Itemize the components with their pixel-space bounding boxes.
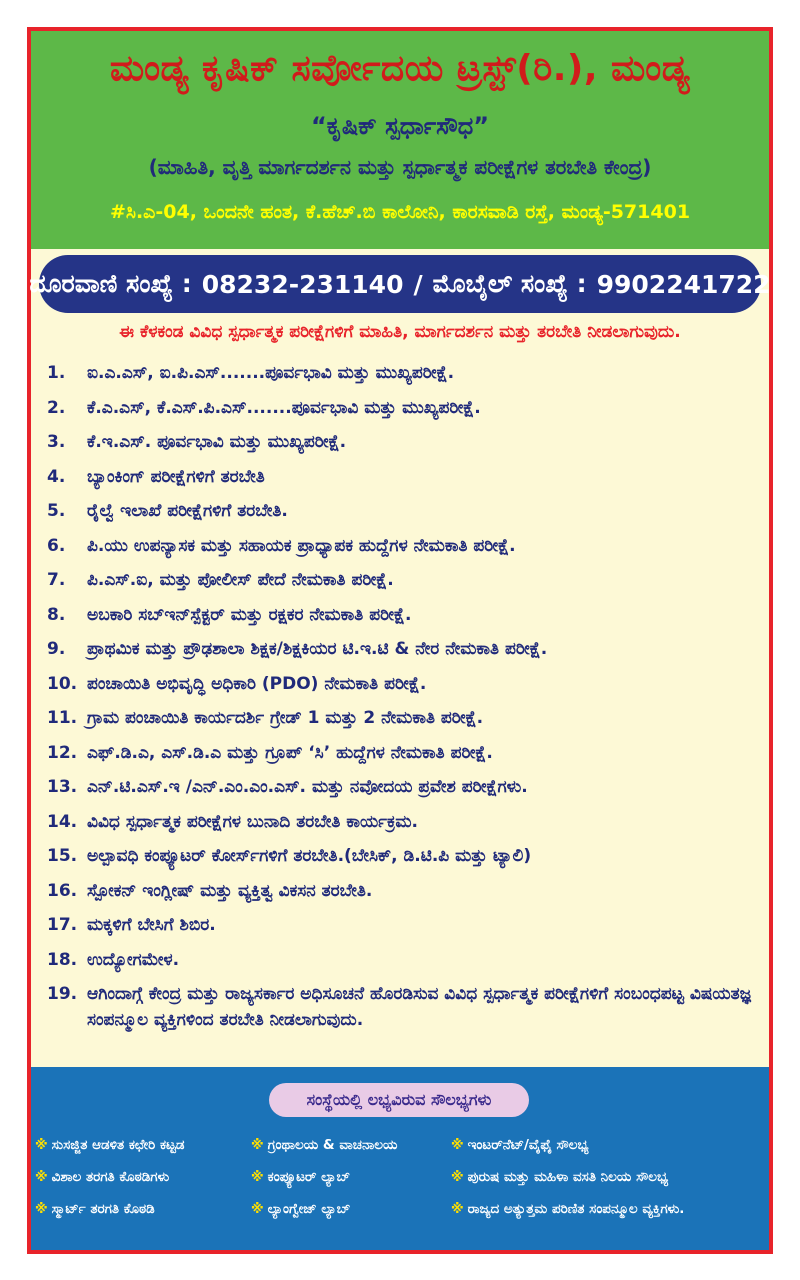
item-text: ಪ್ರಾಥಮಿಕ ಮತ್ತು ಪ್ರೌಢಶಾಲಾ ಶಿಕ್ಷಕ/ಶಿಕ್ಷಕಿಯರ ಟಿ.ಇ.ಟಿ & ನೇರ ನೇಮಕಾತಿ ಪರೀಕ್ಷೆ. [87, 639, 548, 659]
mobile-label: ಮೊಬೈಲ್ ಸಂಖ್ಯೆ : [432, 269, 587, 298]
facility-label: ಕಂಪ್ಯೂಟರ್ ಲ್ಯಾಬ್ [267, 1169, 351, 1185]
facility-label: ಸುಸಜ್ಜಿತ ಆಡಳಿತ ಕಛೇರಿ ಕಟ್ಟಡ [51, 1137, 185, 1153]
item-number: 10. [47, 673, 78, 694]
item-text: ಬ್ಯಾಂಕಿಂಗ್ ಪರೀಕ್ಷೆಗಳಿಗೆ ತರಬೇತಿ [87, 466, 265, 487]
header-banner [31, 31, 769, 249]
list-item [47, 879, 753, 914]
institution-subtitle: “ಕೃಷಿಕ್ ಸ್ಪರ್ಧಾಸೌಧ” [310, 112, 490, 140]
list-item [47, 534, 753, 569]
bullet-icon: ※ [251, 1201, 264, 1217]
facility-item [251, 1167, 451, 1187]
list-item [47, 741, 753, 776]
facility-item [451, 1135, 767, 1155]
facility-label: ಗ್ರಂಥಾಲಯ & ವಾಚನಾಲಯ [267, 1137, 398, 1153]
facility-item [451, 1167, 767, 1187]
item-number: 6. [47, 535, 66, 556]
bullet-icon: ※ [251, 1137, 264, 1153]
service-list [47, 361, 753, 1044]
bullet-icon: ※ [451, 1169, 464, 1185]
facility-label: ರಾಜ್ಯದ ಅತ್ಯುತ್ತಮ ಪರಿಣಿತ ಸಂಪನ್ಮೂಲ ವ್ಯಕ್ತಿಗಳು. [467, 1201, 685, 1217]
phone-number: 08232-231140 [201, 269, 404, 299]
list-item [47, 672, 753, 707]
item-number: 17. [47, 915, 78, 935]
facility-label: ಪುರುಷ ಮತ್ತು ಮಹಿಳಾ ವಸತಿ ನಿಲಯ ಸೌಲಭ್ಯ [467, 1169, 669, 1185]
item-text: ಕೆ.ಇ.ಎಸ್. ಪೂರ್ವಭಾವಿ ಮತ್ತು ಮುಖ್ಯಪರೀಕ್ಷೆ. [87, 432, 347, 452]
list-item [47, 637, 753, 672]
item-number: 16. [47, 880, 78, 901]
list-item [47, 430, 753, 465]
item-number: 9. [47, 639, 66, 659]
item-number: 12. [47, 742, 78, 763]
contact-separator: / [413, 269, 423, 299]
item-text: ಉದ್ಯೋಗಮೇಳ. [87, 949, 180, 970]
poster-frame [27, 27, 773, 1254]
facilities-heading: ಸಂಸ್ಥೆಯಲ್ಲಿ ಲಭ್ಯವಿರುವ ಸೌಲಭ್ಯಗಳು [269, 1083, 529, 1117]
item-number: 4. [47, 466, 66, 487]
list-item [47, 913, 753, 948]
facility-label: ಸ್ಮಾರ್ಟ್ ತರಗತಿ ಕೊಠಡಿ [51, 1201, 155, 1217]
facility-item [251, 1199, 451, 1219]
item-number: 1. [47, 363, 66, 383]
item-text: ಪಿ.ಎಸ್.ಐ, ಮತ್ತು ಪೋಲೀಸ್ ಪೇದೆ ನೇಮಕಾತಿ ಪರೀಕ್ಷೆ. [87, 570, 394, 590]
item-text: ಗ್ರಾಮ ಪಂಚಾಯಿತಿ ಕಾರ್ಯದರ್ಶಿ ಗ್ರೇಡ್ 1 ಮತ್ತು 2 ನೇಮಕಾತಿ ಪರೀಕ್ಷೆ. [87, 708, 484, 728]
item-number: 11. [47, 708, 78, 728]
bullet-icon: ※ [35, 1137, 48, 1153]
list-item [47, 706, 753, 741]
intro-text: ಈ ಕೆಳಕಂಡ ವಿವಿಧ ಸ್ಪರ್ಧಾತ್ಮಕ ಪರೀಕ್ಷೆಗಳಿಗೆ ಮಾಹಿತಿ, ಮಾರ್ಗದರ್ಶನ ಮತ್ತು ತರಬೇತಿ ನೀಡಲಾಗುವುದು. [119, 322, 681, 342]
list-item [47, 948, 753, 983]
item-number: 5. [47, 501, 66, 521]
facility-item [251, 1135, 451, 1155]
facility-label: ವಿಶಾಲ ತರಗತಿ ಕೊಠಡಿಗಳು [51, 1169, 170, 1185]
facilities-footer [31, 1067, 769, 1250]
item-text: ಆಗಿಂದಾಗ್ಗೆ ಕೇಂದ್ರ ಮತ್ತು ರಾಜ್ಯಸರ್ಕಾರ ಅಧಿಸೂಚನೆ ಹೊರಡಿಸುವ ವಿವಿಧ ಸ್ಪರ್ಧಾತ್ಮಕ ಪರೀಕ್ಷೆಗಳಿಗೆ ಸಂಬಂಧಪಟ್ಟ ವಿಷಯತಜ್ಞ ಸಂಪನ್ಮೂಲ ವ್ಯಕ್ತಿಗಳಿಂದ ತರಬೇತಿ ನೀಡಲಾಗುವುದು. [87, 984, 751, 1030]
item-number: 13. [47, 777, 78, 797]
facility-item [35, 1167, 251, 1187]
item-number: 14. [47, 811, 78, 832]
contact-bar [29, 255, 771, 313]
list-item [47, 499, 753, 534]
phone-label: ದೂರವಾಣಿ ಸಂಖ್ಯೆ : [29, 269, 192, 298]
item-number: 7. [47, 570, 66, 590]
bullet-icon: ※ [451, 1137, 464, 1153]
item-text: ವಿವಿಧ ಸ್ಪರ್ಧಾತ್ಮಕ ಪರೀಕ್ಷೆಗಳ ಬುನಾದಿ ತರಬೇತಿ ಕಾರ್ಯಕ್ರಮ. [87, 811, 418, 832]
item-text: ಕೆ.ಎ.ಎಸ್, ಕೆ.ಎಸ್.ಪಿ.ಎಸ್.......ಪೂರ್ವಭಾವಿ ಮತ್ತು ಮುಖ್ಯಪರೀಕ್ಷೆ. [87, 397, 481, 418]
item-text: ಎಫ್.ಡಿ.ಎ, ಎಸ್.ಡಿ.ಎ ಮತ್ತು ಗ್ರೂಪ್ ‘ಸಿ’ ಹುದ್ದೆಗಳ ನೇಮಕಾತಿ ಪರೀಕ್ಷೆ. [87, 742, 493, 763]
item-number: 3. [47, 432, 66, 452]
bullet-icon: ※ [35, 1169, 48, 1185]
facility-label: ಲ್ಯಾಂಗ್ವೇಜ್ ಲ್ಯಾಬ್ [267, 1201, 351, 1217]
item-text: ಪಂಚಾಯಿತಿ ಅಭಿವೃದ್ಧಿ ಅಧಿಕಾರಿ (PDO) ನೇಮಕಾತಿ ಪರೀಕ್ಷೆ. [87, 673, 427, 694]
item-text: ಅಬಕಾರಿ ಸಬ್‌ಇನ್‌ಸ್ಪೆಕ್ಟರ್ ಮತ್ತು ರಕ್ಷಕರ ನೇಮಕಾತಿ ಪರೀಕ್ಷೆ. [87, 604, 412, 625]
address-line: #ಸಿ.ಎ-04, ಒಂದನೇ ಹಂತ, ಕೆ.ಹೆಚ್.ಬಿ ಕಾಲೋನಿ, ಕಾರಸವಾಡಿ ರಸ್ತೆ, ಮಂಡ್ಯ-571401 [109, 201, 691, 223]
item-number: 8. [47, 604, 66, 625]
list-item [47, 603, 753, 638]
list-item [47, 982, 753, 1044]
list-item [47, 361, 753, 396]
item-number: 19. [47, 984, 78, 1004]
item-text: ಅಲ್ಪಾವಧಿ ಕಂಪ್ಯೂಟರ್ ಕೋರ್ಸ್‌ಗಳಿಗೆ ತರಬೇತಿ.(ಬೇಸಿಕ್, ಡಿ.ಟಿ.ಪಿ ಮತ್ತು ಟ್ಯಾಲಿ) [87, 846, 532, 866]
item-text: ಮಕ್ಕಳಿಗೆ ಬೇಸಿಗೆ ಶಿಬಿರ. [87, 915, 216, 935]
list-item [47, 465, 753, 500]
mobile-number: 9902241722 [596, 269, 771, 299]
facility-item [451, 1199, 767, 1219]
facility-item [35, 1135, 251, 1155]
item-number: 18. [47, 949, 78, 970]
bullet-icon: ※ [251, 1169, 264, 1185]
bullet-icon: ※ [35, 1201, 48, 1217]
organization-name: ಮಂಡ್ಯ ಕೃಷಿಕ್ ಸರ್ವೋದಯ ಟ್ರಸ್ಟ್(ರಿ.), ಮಂಡ್ಯ [109, 48, 691, 89]
item-text: ಐ.ಎ.ಎಸ್, ಐ.ಪಿ.ಎಸ್.......ಪೂರ್ವಭಾವಿ ಮತ್ತು ಮುಖ್ಯಪರೀಕ್ಷೆ. [87, 363, 455, 383]
facility-item [35, 1199, 251, 1219]
facilities-grid [35, 1135, 765, 1219]
item-number: 2. [47, 397, 66, 418]
item-number: 15. [47, 846, 78, 866]
list-item [47, 810, 753, 845]
facility-label: ಇಂಟರ್‌ನೆಟ್/ವೈಫೈ ಸೌಲಭ್ಯ [467, 1137, 589, 1153]
list-item [47, 775, 753, 810]
list-item [47, 844, 753, 879]
list-item [47, 568, 753, 603]
bullet-icon: ※ [451, 1201, 464, 1217]
item-text: ರೈಲ್ವೆ ಇಲಾಖೆ ಪರೀಕ್ಷೆಗಳಿಗೆ ತರಬೇತಿ. [87, 501, 288, 521]
institution-tagline: (ಮಾಹಿತಿ, ವೃತ್ತಿ ಮಾರ್ಗದರ್ಶನ ಮತ್ತು ಸ್ಪರ್ಧಾತ್ಮಕ ಪರೀಕ್ಷೆಗಳ ತರಬೇತಿ ಕೇಂದ್ರ) [148, 155, 652, 179]
item-text: ಸ್ಪೋಕನ್ ಇಂಗ್ಲೀಷ್ ಮತ್ತು ವ್ಯಕ್ತಿತ್ವ ವಿಕಸನ ತರಬೇತಿ. [87, 880, 373, 901]
item-text: ಎನ್.ಟಿ.ಎಸ್.ಇ /ಎನ್.ಎಂ.ಎಂ.ಎಸ್. ಮತ್ತು ನವೋದಯ ಪ್ರವೇಶ ಪರೀಕ್ಷೆಗಳು. [87, 777, 528, 797]
list-item [47, 396, 753, 431]
item-text: ಪಿ.ಯು ಉಪನ್ಯಾಸಕ ಮತ್ತು ಸಹಾಯಕ ಪ್ರಾಧ್ಯಾಪಕ ಹುದ್ದೆಗಳ ನೇಮಕಾತಿ ಪರೀಕ್ಷೆ. [87, 535, 516, 556]
